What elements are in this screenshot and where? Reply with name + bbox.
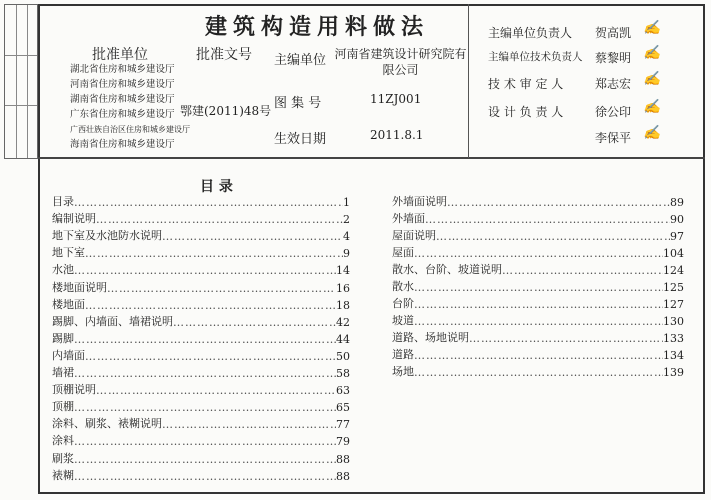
toc-title: 屋面 <box>392 246 414 259</box>
toc-title: 编制说明 <box>52 212 96 226</box>
approval-doc-label: 批准文号 <box>196 47 252 63</box>
toc-entry[interactable] <box>392 193 684 209</box>
toc-page: 42 <box>336 315 350 329</box>
toc-title: 目录 <box>52 195 74 208</box>
name: 贺高凯 <box>595 26 632 40</box>
toc-entry[interactable] <box>52 261 350 277</box>
name: 李保平 <box>595 131 632 145</box>
leader-dots <box>414 247 663 260</box>
approval-unit: 广东省住房和城乡建设厅 <box>70 109 175 120</box>
signature: ✍ <box>643 125 661 141</box>
leader-dots <box>447 196 670 209</box>
page-title: 建筑构造用料做法 <box>205 14 430 40</box>
toc-entry[interactable] <box>392 210 684 226</box>
toc-title: 楼地面说明 <box>52 280 107 294</box>
toc-title: 场地 <box>392 365 414 378</box>
toc-entry[interactable] <box>52 398 350 414</box>
toc-page: 50 <box>336 349 350 363</box>
toc-title: 涂料 <box>52 434 74 448</box>
leader-dots <box>414 349 663 362</box>
role: 主编单位负责人 <box>488 26 573 40</box>
approval-units <box>70 62 190 152</box>
atlas-no-label: 图 集 号 <box>274 96 322 111</box>
toc-entry[interactable] <box>392 244 684 260</box>
toc-title: 裱糊 <box>52 468 74 482</box>
toc-entry[interactable] <box>52 227 350 243</box>
toc-page: 97 <box>670 230 684 243</box>
toc-entry[interactable] <box>392 346 684 362</box>
toc-page: 14 <box>336 264 350 278</box>
toc-page: 65 <box>336 401 350 415</box>
leader-dots <box>96 384 336 397</box>
toc-entry[interactable] <box>52 296 350 312</box>
name: 蔡黎明 <box>595 51 632 65</box>
toc-page: 125 <box>663 281 684 294</box>
leader-dots <box>469 332 663 345</box>
toc-page: 79 <box>336 435 350 449</box>
toc-entry[interactable] <box>52 415 350 431</box>
toc-title: 道路 <box>392 348 414 361</box>
leader-dots <box>74 367 336 380</box>
toc-title: 地下室及水池防水说明 <box>52 229 162 243</box>
approval-unit: 广西壮族自治区住房和城乡建设厅 <box>70 125 190 134</box>
toc-title: 外墙面 <box>392 212 425 225</box>
toc-entry[interactable] <box>52 432 350 448</box>
toc-page: 4 <box>343 230 350 244</box>
leader-dots <box>74 470 336 483</box>
leader-dots <box>173 316 336 329</box>
toc-page: 9 <box>343 247 350 261</box>
toc-page: 104 <box>663 247 684 260</box>
leader-dots <box>414 315 663 328</box>
toc-title: 顶棚说明 <box>52 383 96 397</box>
leader-dots <box>436 230 670 243</box>
toc-entry[interactable] <box>392 227 684 243</box>
atlas-no: 11ZJ001 <box>370 92 422 106</box>
leader-dots <box>74 401 336 414</box>
signature: ✍ <box>643 99 661 115</box>
toc-title: 台阶 <box>392 297 414 310</box>
leader-dots <box>414 298 663 311</box>
signature-strip <box>4 4 38 159</box>
effective-date-label: 生效日期 <box>274 132 327 147</box>
leader-dots <box>414 366 663 379</box>
toc-title: 顶棚 <box>52 400 74 414</box>
toc-title: 散水、台阶、坡道说明 <box>392 263 502 276</box>
toc-title: 外墙面说明 <box>392 195 447 208</box>
toc-title: 散水 <box>392 280 414 293</box>
leader-dots <box>107 282 336 295</box>
toc-entry[interactable] <box>392 278 684 294</box>
toc-entry[interactable] <box>52 450 350 466</box>
toc-page: 77 <box>336 418 350 432</box>
toc-page: 127 <box>663 298 684 311</box>
toc-entry[interactable] <box>52 364 350 380</box>
toc-page: 124 <box>663 264 684 277</box>
leader-dots <box>74 264 336 277</box>
role: 设 计 负 责 人 <box>488 105 564 119</box>
toc-title: 坡道 <box>392 314 414 327</box>
toc-title: 屋面说明 <box>392 229 436 242</box>
toc-title: 地下室 <box>52 246 85 260</box>
leader-dots <box>85 299 336 312</box>
leader-dots <box>74 333 336 346</box>
name: 郑志宏 <box>595 77 632 91</box>
leader-dots <box>162 418 336 431</box>
toc-entry[interactable] <box>52 347 350 363</box>
editor-unit: 河南省建筑设计研究院有限公司 <box>334 47 467 77</box>
leader-dots <box>85 350 336 363</box>
toc-page: 130 <box>663 315 684 328</box>
leader-dots <box>414 281 663 294</box>
toc-title: 水池 <box>52 263 74 277</box>
toc-entry[interactable] <box>52 313 350 329</box>
approval-unit-label: 批准单位 <box>92 47 148 63</box>
toc-entry[interactable] <box>52 210 350 226</box>
leader-dots <box>85 247 343 260</box>
editor-unit-label: 主编单位 <box>274 53 327 68</box>
toc-page: 1 <box>343 196 350 209</box>
approval-doc: 鄂建(2011)48号 <box>180 104 272 118</box>
toc-entry[interactable] <box>392 261 684 277</box>
leader-dots <box>74 196 343 209</box>
toc-title: 楼地面 <box>52 297 85 311</box>
toc-page: 88 <box>336 452 350 466</box>
toc-page: 134 <box>663 349 684 362</box>
role: 主编单位技术负责人 <box>488 51 583 63</box>
toc-title: 道路、场地说明 <box>392 331 469 344</box>
toc-title: 墙裙 <box>52 366 74 379</box>
toc-entry[interactable] <box>392 295 684 311</box>
toc-page: 16 <box>336 281 350 295</box>
toc-entry[interactable] <box>392 329 684 345</box>
toc-page: 44 <box>336 332 350 346</box>
name: 徐公印 <box>595 105 632 119</box>
toc-entry[interactable] <box>52 330 350 346</box>
toc-entry[interactable] <box>52 381 350 397</box>
approval-unit: 海南省住房和城乡建设厅 <box>70 139 175 150</box>
approval-unit: 湖南省住房和城乡建设厅 <box>70 94 175 105</box>
signature: ✍ <box>643 45 661 61</box>
leader-dots <box>425 213 670 226</box>
toc-entry[interactable] <box>52 244 350 260</box>
toc-page: 63 <box>336 384 350 398</box>
leader-dots <box>162 230 343 243</box>
toc-page: 133 <box>663 332 684 345</box>
toc-entry[interactable] <box>392 363 684 379</box>
toc-page: 139 <box>663 366 684 379</box>
approval-unit: 湖北省住房和城乡建设厅 <box>70 64 175 75</box>
leader-dots <box>502 264 663 277</box>
toc-title: 踢脚、内墙面、墙裙说明 <box>52 314 173 328</box>
toc-entry[interactable] <box>52 193 350 209</box>
effective-date: 2011.8.1 <box>370 128 424 142</box>
toc-page: 90 <box>670 213 684 226</box>
signature: ✍ <box>643 20 661 36</box>
toc-page: 18 <box>336 298 350 312</box>
leader-dots <box>74 435 336 448</box>
toc-page: 89 <box>670 196 684 209</box>
contents-title: 目 录 <box>200 179 233 195</box>
toc-title: 内墙面 <box>52 348 85 362</box>
toc-page: 58 <box>336 367 350 380</box>
role: 技 术 审 定 人 <box>488 77 564 91</box>
toc-page: 88 <box>336 469 350 483</box>
toc-entry[interactable] <box>392 312 684 328</box>
approval-unit: 河南省住房和城乡建设厅 <box>70 79 175 90</box>
toc-title: 刷浆 <box>52 451 74 465</box>
toc-page: 2 <box>343 213 350 227</box>
leader-dots <box>96 213 343 226</box>
signature: ✍ <box>643 71 661 87</box>
toc-entry[interactable] <box>52 279 350 295</box>
toc-title: 涂料、刷浆、裱糊说明 <box>52 417 162 431</box>
leader-dots <box>74 453 336 466</box>
toc-entry[interactable] <box>52 467 350 483</box>
toc-title: 踢脚 <box>52 331 74 345</box>
